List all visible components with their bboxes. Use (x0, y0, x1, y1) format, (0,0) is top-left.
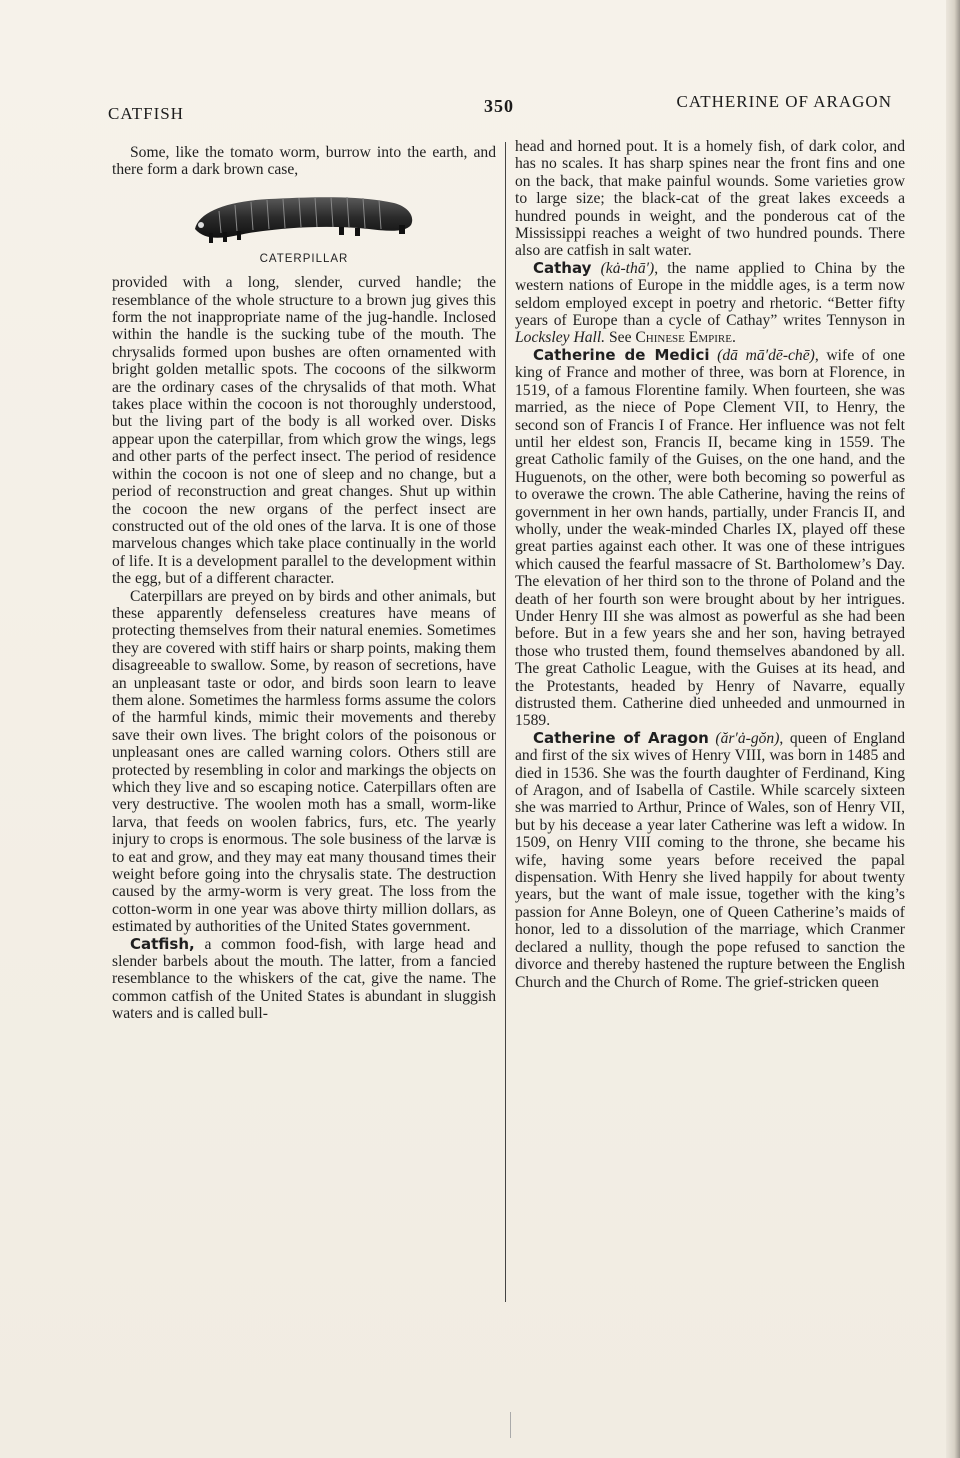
page-edge (946, 0, 960, 1458)
paragraph-jug-handle: provided with a long, slender, curved handle; the resemblance of the whole structure to a brown jug gives this form the not inappropriate name of the jug-handle. Inclosed within the handle is the sucking tube of the mouth. The chrysalids formed upon bushes are often ornamented with bright golden metallic spots. The cocoons of the silkworm are the ordinary cases of the chrysalids of that moth. What takes place within the cocoon is not thoroughly understood, but the living part of the body is all worked over. Disks appear upon the caterpillar, from which grow the wings, legs and other parts of the perfect insect. The period of residence within the cocoon is not one of sleep and no change, but a period of reconstruction and great changes. Shut up within the cocoon the new organs of the perfect insect are constructed out of the old ones of the larva. It is one of those marvelous changes which take place continually in the world of life. It is a development parallel to the development within the egg, but of a different character. (112, 274, 496, 588)
entry-cathay (515, 260, 905, 347)
entry-catfish (112, 936, 496, 1023)
caterpillar-figure (112, 187, 496, 268)
header-right-title: CATHERINE OF ARAGON (676, 92, 892, 111)
paragraph-caterpillar-protection: Caterpillars are preyed on by birds and other animals, but these apparently defenseless creatures have means of protecting themselves from their natural enemies. Sometimes they are covered with stiff hairs or sharp points, making them disagreeable to swallow. Some, by reason of secretions, have an unpleasant taste or odor, and birds soon learn to leave them alone. Sometimes the harmless forms assume the colors of the harmful kinds, mimic their movements and thereby save their own lives. The bright colors of the poisonous or unpleasant ones are called warning colors. Others still are protected by resembling in color and markings the objects on which they live and so escaping notice. Caterpillars often are very destructive. The woolen moth has a small, worm-like larva, that feeds on woolen fabrics, furs, etc. The yearly injury to crops is enormous. The sole business of the larvæ is to eat and grow, and they may eat many thousand times their weight before going into the chrysalis state. The destruction caused by the army-worm is very great. The loss from the cotton-worm in one year was above thirty million dollars, as estimated by authorities of the United States government. (112, 587, 496, 936)
cross-reference-chinese-empire: Chinese Empire. (635, 329, 736, 347)
right-column (515, 138, 905, 991)
entry-text-catherine-de-medici: , wife of one king of France and mother of three, was born at Florence, in 1519, of a famous Florentine family. When fourteen, she was married, as the niece of Pope Clement VII, to Henry, the second son of Francis I of France. Her influence was not felt until her eldest son, Francis II, became king in 1559. The great Catholic family of the Guises, on the one hand, and the Huguenots, on the other, were both becoming so powerful as to overawe the crown. The able Catherine, having the reins of government in her own hands, partially, under Francis II, and wholly, under the weak-minded Charles IX, played off these great parties against each other. It was one of these intrigues which caused the fearful massacre of St. Bartholomew’s Day. The elevation of her third son to the throne of Poland and the death of her fourth son were brought about by her intrigues. Under Henry III she was almost as powerful as she had been before. But in a few years she and her son, having betrayed those who trusted them, found themselves abandoned by all. The great Catholic League, with the Guises at its head, and the Protestants, headed by Henry of Navarre, equally distrusted them. Catherine died unheeded and unmourned in 1589. (515, 346, 905, 730)
pronunciation-medici: (dā mā′dē-chē) (709, 346, 815, 364)
column-divider (505, 142, 506, 1302)
entry-term-catherine-de-medici: Catherine de Medici (533, 345, 710, 364)
running-header (108, 92, 892, 123)
caterpillar-illustration-icon (189, 187, 419, 249)
entry-term-cathay: Cathay (533, 258, 592, 277)
work-title-locksley-hall: Locksley Hall. (515, 329, 606, 347)
pronunciation-aragon: (ăr′ȧ-gŏn) (708, 729, 780, 747)
pronunciation-cathay: (kȧ-thā′) (591, 259, 655, 277)
paragraph-catfish-continued: head and horned pout. It is a homely fish, of dark color, and has no scales. It has sharp spines near the front fins and one on the back, that make painful wounds. Some varieties grow to large size; the black-cat of the great lakes exceeds a hundred pounds in weight, and the ponderous cat of the Mississippi reaches a weight of two hundred pounds. There also are catfish in salt water. (515, 138, 905, 260)
entry-term-catherine-of-aragon: Catherine of Aragon (533, 728, 709, 747)
entry-text-catherine-of-aragon: , queen of England and first of the six wives of Henry VIII, was born in 1485 and died in 1536. She was the fourth daughter of Ferdinand, King of Aragon, and of Isabella of Castile. While scarcely sixteen she was married to Arthur, Prince of Wales, son of Henry VII, but by his decease a year later Catherine was left a widow. In 1509, on Henry VIII coming to the throne, she became his wife, having some years before received the papal dispensation. With Henry she lived happily for about twenty years, but the want of male issue, together with the king’s passion for Anne Boleyn, one of Queen Catherine’s maids of honor, led to a dissolution of the marriage, which Cranmer declared a nullity, though the pope refused to sanction the divorce and thereby hastened the rupture between the English Church and the Church of Rome. The grief-stricken queen (515, 729, 905, 991)
header-left-title: CATFISH (108, 104, 184, 123)
gutter-mark (510, 1412, 511, 1438)
paragraph-tomato-worm: Some, like the tomato worm, burrow into the earth, and there form a dark brown case, (112, 144, 496, 179)
entry-term-catfish: Catfish, (130, 934, 195, 953)
entry-text-cathay: , the name applied to China by the western nations of Europe in the middle ages, is a term now seldom employed except in poetry and rhetoric. “Better fifty years of Europe than a cycle of Cathay” writes Tennyson in (515, 259, 905, 330)
see-also-label: See (605, 329, 636, 347)
entry-catherine-de-medici (515, 347, 905, 730)
entry-text-catfish: a common food-fish, with large head and slender barbels about the mouth. The latter, from a fancied resemblance to the whiskers of the cat, give the name. The common catfish of the United States is abundant in sluggish waters and is called bull- (112, 935, 496, 1023)
figure-caption: CATERPILLAR (259, 252, 349, 265)
left-column (112, 144, 496, 1023)
page-number: 350 (484, 96, 514, 116)
entry-catherine-of-aragon (515, 730, 905, 991)
